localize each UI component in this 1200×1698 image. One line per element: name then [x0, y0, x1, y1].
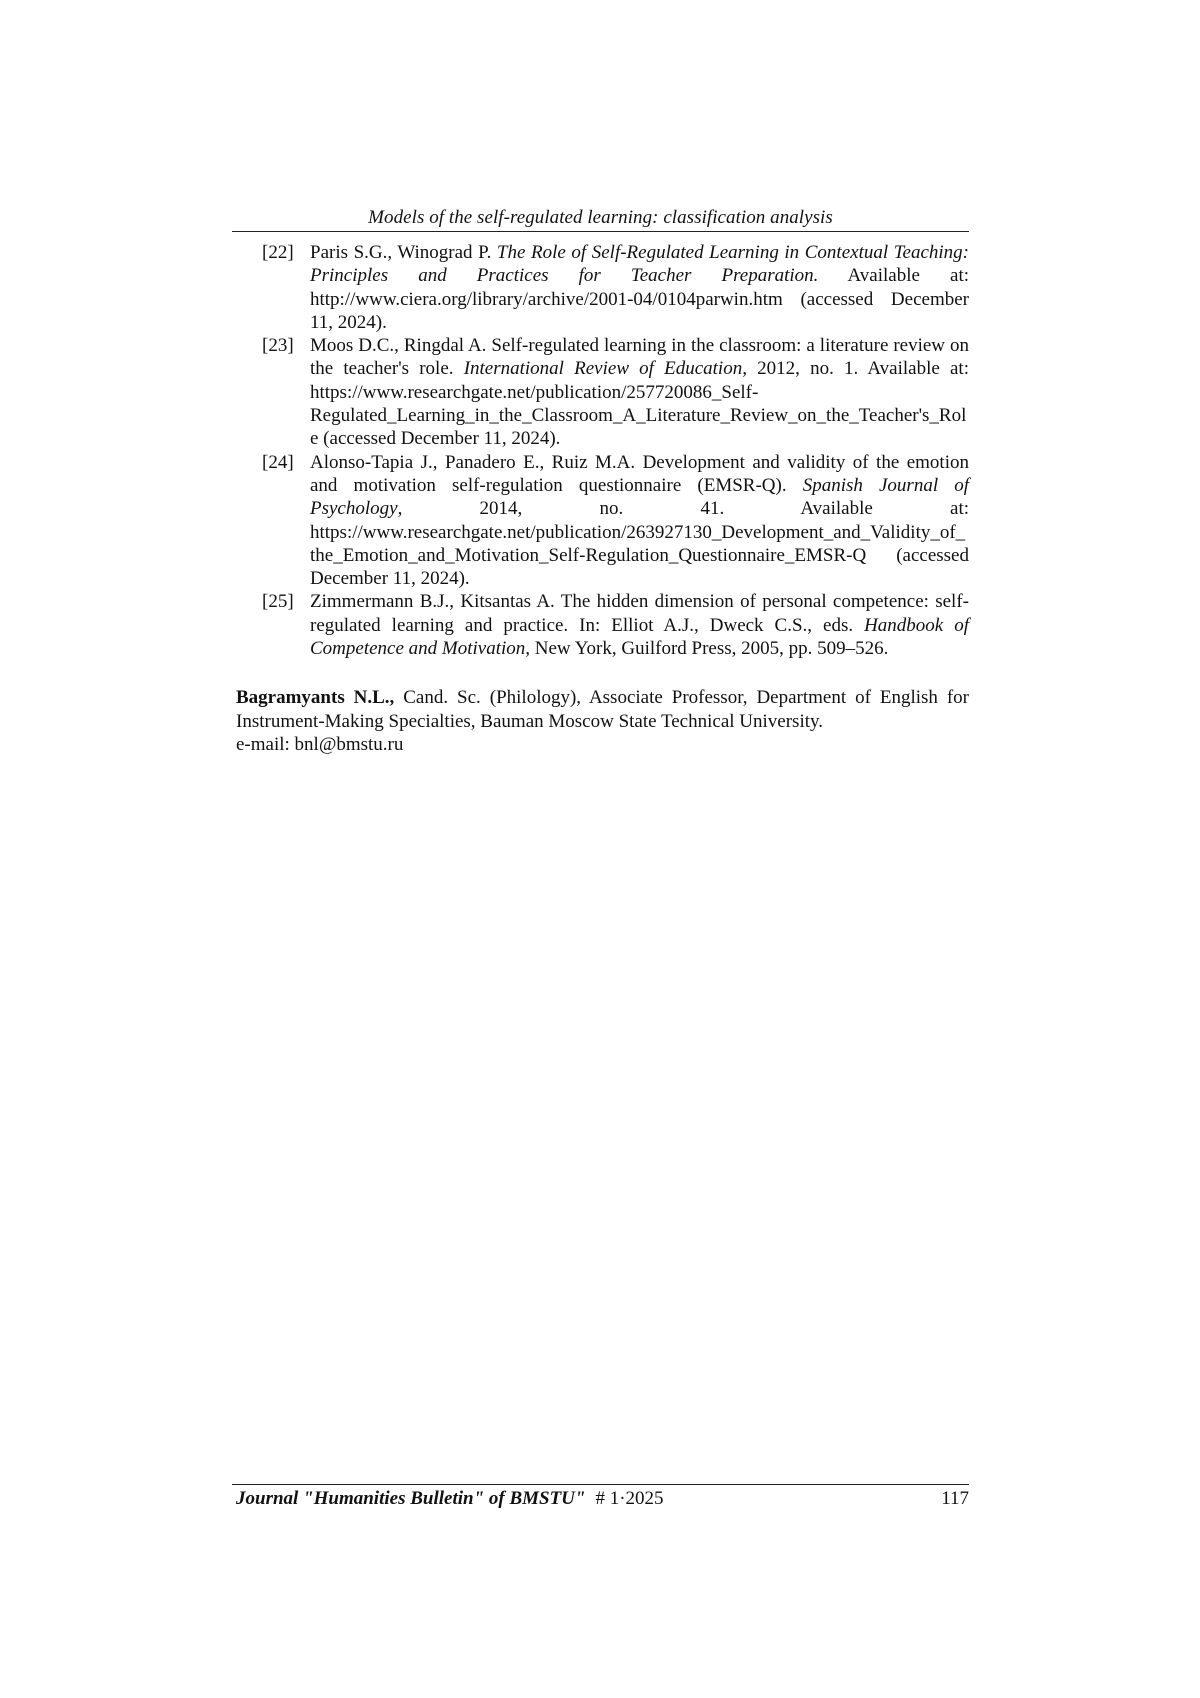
author-email: e-mail: bnl@bmstu.ru — [236, 734, 404, 755]
reference-number: [23] — [262, 335, 294, 357]
reference-authors: Zimmermann B.J., Kitsantas A. The hidden dimension of personal competence: self-regulated learning and practice. In: Elliot A.J., Dweck C.S., eds. — [310, 591, 969, 636]
reference-details: Available at: http://www.ciera.org/library/archive/2001-04/0104parwin.htm (accessed December 11, 2024). — [310, 265, 970, 333]
footer-divider — [232, 1484, 969, 1485]
header-divider — [232, 231, 969, 232]
reference-title: The Role of Self-Regulated Learning in Contextual Teaching: Principles and Practices for Teacher Preparation. — [310, 242, 969, 287]
author-name: Bagramyants N.L., — [236, 687, 395, 708]
author-affiliation: Cand. Sc. (Philology), Associate Professor, Department of English for Instrument-Making Specialties, Bauman Moscow State Technical University. — [236, 687, 969, 732]
footer-journal-title: Journal "Humanities Bulletin" of BMSTU" — [236, 1488, 586, 1509]
reference-item-24 — [262, 451, 969, 591]
footer-issue: # 1·2025 — [595, 1488, 664, 1509]
reference-authors: Moos D.C., Ringdal A. Self-regulated learning in the classroom: a literature review on the teacher's role. — [310, 335, 969, 380]
reference-authors: Paris S.G., Winograd P. — [310, 242, 497, 263]
author-affiliation-paragraph — [236, 686, 969, 733]
reference-book-title: Handbook of Competence and Motivation, — [310, 614, 969, 660]
reference-number: [24] — [262, 451, 294, 473]
reference-text — [310, 241, 969, 334]
reference-details: New York, Guilford Press, 2005, pp. 509–526. — [530, 638, 889, 660]
reference-item-25 — [262, 590, 969, 660]
reference-text — [310, 334, 969, 450]
reference-list — [262, 241, 969, 660]
reference-text — [310, 451, 969, 591]
reference-item-22 — [262, 241, 969, 334]
author-info — [236, 686, 969, 757]
reference-journal: Spanish Journal of Psychology — [310, 474, 969, 520]
reference-number: [25] — [262, 591, 294, 613]
page-footer — [236, 1488, 969, 1510]
reference-details: , 2014, no. 41. Available at: https://www.researchgate.net/publication/263927130_Development_and_Validity_of_the_Emotion_and_Motivation_Self-Regulation_Questionnaire_EMSR-Q (accessed December 11, 2024). — [310, 498, 969, 590]
reference-authors: Alonso-Tapia J., Panadero E., Ruiz M.A. Development and validity of the emotion and motivation self-regulation questionnaire (EMSR-Q). — [310, 451, 969, 496]
reference-number: [22] — [262, 242, 294, 263]
reference-journal: International Review of Education, — [463, 358, 747, 380]
reference-text — [310, 590, 969, 660]
page-number: 117 — [941, 1488, 969, 1509]
reference-item-23 — [262, 334, 969, 450]
running-header: Models of the self-regulated learning: classification analysis — [368, 207, 833, 228]
reference-details: 2012, no. 1. Available at: https://www.researchgate.net/publication/257720086_Self-Regulated_Learning_in_the_Classroom_A_Literature_Review_on_the_Teacher's_Role (accessed December 11, 2024). — [310, 358, 969, 450]
